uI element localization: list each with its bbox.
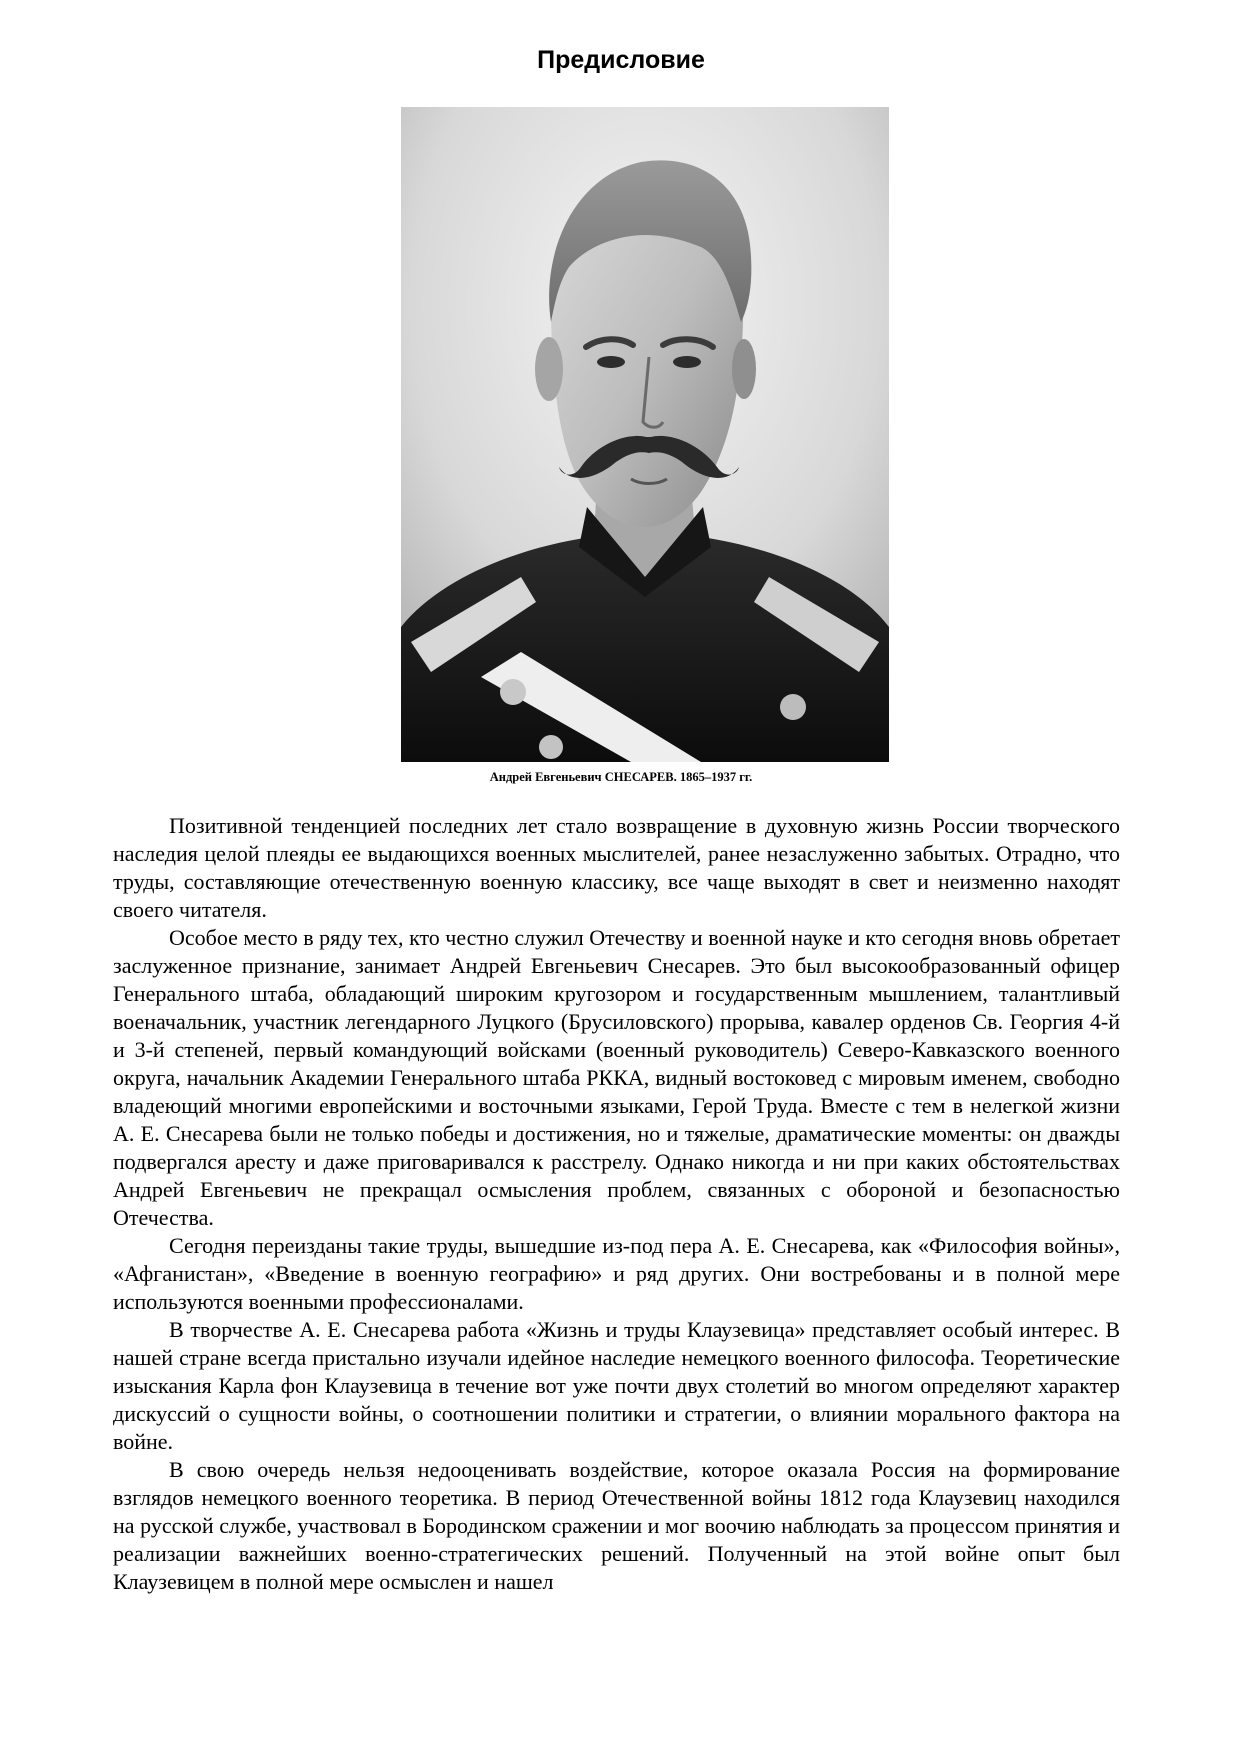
uniform-button [539,735,563,759]
uniform-button [500,679,526,705]
uniform-button [780,694,806,720]
left-ear [535,337,563,401]
page-title: Предисловие [537,46,705,74]
paragraph: В свою очередь нельзя недооценивать воздействие, которое оказала Россия на формирование взглядов немецкого военного теоретика. В период Отечественной войны 1812 года Клаузевиц находился на русской службе, участвовал в Бородинском сражении и мог воочию наблюдать за процессом принятия и реализации важнейших военно-стратегических решений. Полученный на этой войне опыт был Клаузевицем в полной мере осмыслен и нашел [113,1457,1120,1594]
figure-caption: Андрей Евгеньевич СНЕСАРЕВ. 1865–1937 гг. [489,770,753,784]
left-eye [597,356,625,368]
paragraph: В творчестве А. Е. Снесарева работа «Жизнь и труды Клаузевица» представляет особый интерес. В нашей стране всегда пристально изучали идейное наследие немецкого военного философа. Теоретические изыскания Карла фон Клаузевица в течение вот уже почти двух столетий во многом определяют характер дискуссий о сущности войны, о соотношении политики и стратегии, о влиянии морального фактора на войне. [113,1317,1120,1454]
right-eye [673,356,701,368]
paragraph: Сегодня переизданы такие труды, вышедшие из-под пера А. Е. Снесарева, как «Философия войны», «Афганистан», «Введение в военную географию» и ряд других. Они востребованы и в полной мере используются военными профессионалами. [113,1233,1120,1314]
body-text [113,812,1120,1596]
right-ear [732,339,756,399]
paragraph: Позитивной тенденцией последних лет стало возвращение в духовную жизнь России творческого наследия целой плеяды ее выдающихся военных мыслителей, ранее незаслуженно забытых. Отрадно, что труды, составляющие отечественную военную классику, все чаще выходят в свет и неизменно находят своего читателя. [113,813,1120,922]
paragraph: Особое место в ряду тех, кто честно служил Отечеству и военной науке и кто сегодня вновь обретает заслуженное признание, занимает Андрей Евгеньевич Снесарев. Это был высокообразованный офицер Генерального штаба, обладающий широким кругозором и государственным мышлением, талантливый военачальник, участник легендарного Луцкого (Брусиловского) прорыва, кавалер орденов Св. Георгия 4-й и 3-й степеней, первый командующий войсками (военный руководитель) Северо-Кавказского военного округа, начальник Академии Генерального штаба РККА, видный востоковед с мировым именем, свободно владеющий многими европейскими и восточными языками, Герой Труда. Вместе с тем в нелегкой жизни А. Е. Снесарева были не только победы и достижения, но и тяжелые, драматические моменты: он дважды подвергался аресту и даже приговаривался к расстрелу. Однако никогда и ни при каких обстоятельствах Андрей Евгеньевич не прекращал осмысления проблем, связанных с обороной и безопасностью Отечества. [113,925,1120,1230]
portrait-photo [401,107,889,762]
